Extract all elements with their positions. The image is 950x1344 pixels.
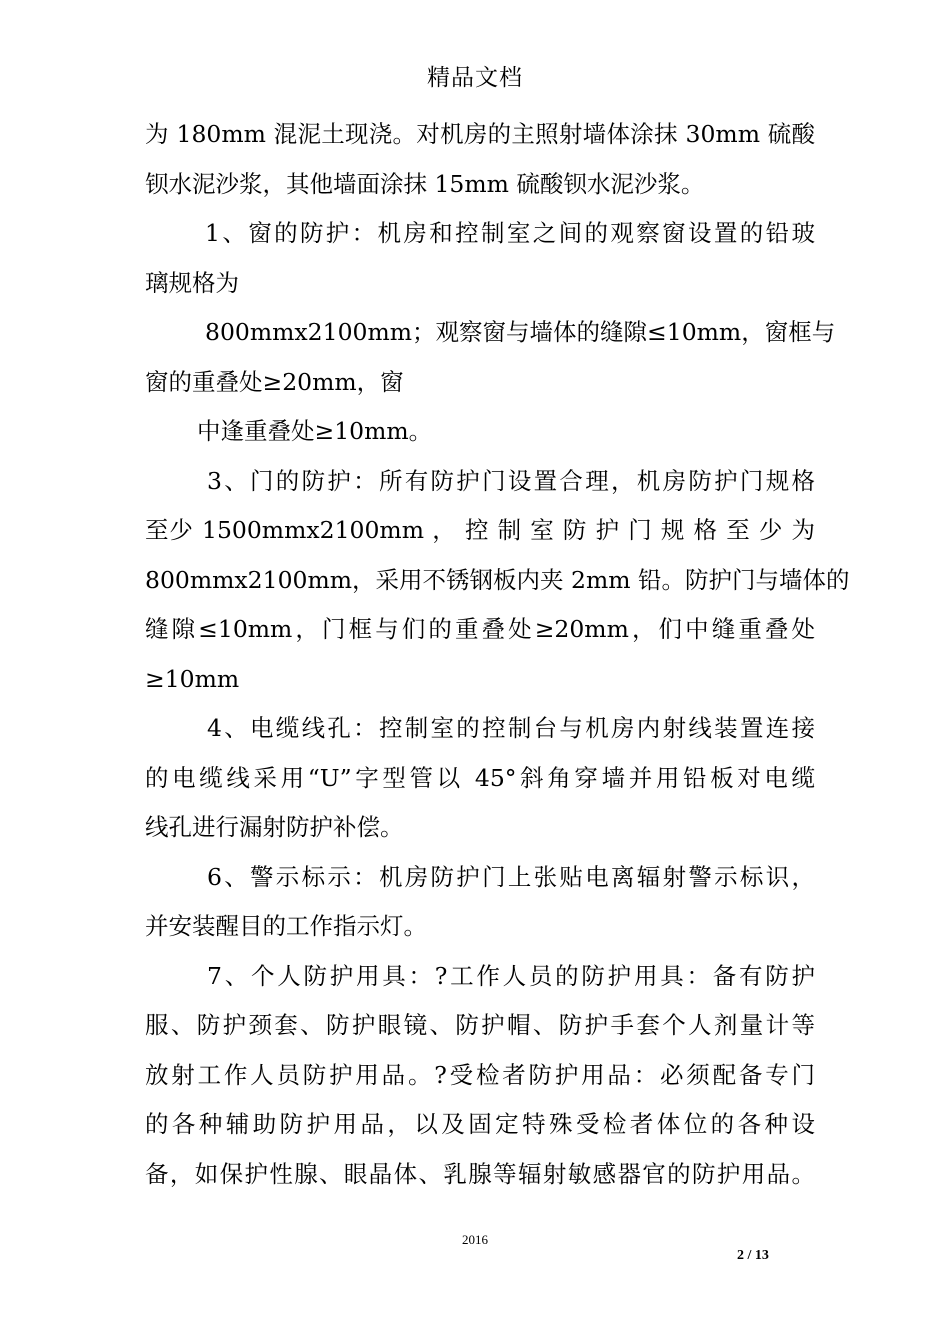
text-line: 800mmx2100mm；观察窗与墙体的缝隙≤10mm，窗框与: [205, 318, 836, 346]
text-line: 线孔进行漏射防护补偿。: [145, 813, 404, 841]
document-body: [145, 110, 850, 1199]
text-line: 服、防护颈套、防护眼镜、防护帽、防护手套个人剂量计等: [145, 1011, 815, 1039]
footer-year: 2016: [462, 1232, 488, 1247]
page-header-title: 精品文档: [427, 65, 523, 91]
text-line: 备，如保护性腺、眼晶体、乳腺等辐射敏感器官的防护用品。: [145, 1159, 815, 1188]
text-line: 7、个人防护用具：?工作人员的防护用具：备有防护: [207, 961, 815, 990]
text-line: 中逢重叠处≥10mm。: [197, 417, 433, 445]
text-line: ≥10mm: [145, 664, 240, 693]
text-line: 钡水泥沙浆，其他墙面涂抹 15mm 硫酸钡水泥沙浆。: [145, 169, 705, 198]
text-line: 至少 1500mmx2100mm ， 控 制 室 防 护 门 规 格 至 少 为: [145, 516, 815, 544]
text-line: 4、电缆线孔：控制室的控制台与机房内射线装置连接: [207, 714, 815, 742]
text-line: 1、窗的防护：机房和控制室之间的观察窗设置的铅玻: [205, 219, 815, 247]
text-line: 窗的重叠处≥20mm，窗: [145, 367, 404, 396]
text-line: 放射工作人员防护用品。?受检者防护用品：必须配备专门: [145, 1060, 815, 1089]
text-line: 的各种辅助防护用品，以及固定特殊受检者体位的各种设: [145, 1110, 815, 1138]
text-line: 的电缆线采用“U”字型管以 45°斜角穿墙并用铅板对电缆: [145, 763, 815, 792]
text-line: 800mmx2100mm，采用不锈钢板内夹 2mm 铅。防护门与墙体的: [145, 565, 850, 594]
page-number: 2 / 13: [737, 1248, 769, 1263]
text-line: 并安装醒目的工作指示灯。: [145, 912, 427, 940]
text-line: 为 180mm 混泥土现浇。对机房的主照射墙体涂抹 30mm 硫酸: [145, 120, 815, 148]
text-line: 3、门的防护：所有防护门设置合理，机房防护门规格: [207, 466, 815, 495]
text-line: 6、警示标示：机房防护门上张贴电离辐射警示标识，: [207, 862, 815, 891]
text-line: 璃规格为: [145, 268, 239, 297]
text-line: 缝隙≤10mm，门框与们的重叠处≥20mm，们中缝重叠处: [145, 615, 815, 643]
